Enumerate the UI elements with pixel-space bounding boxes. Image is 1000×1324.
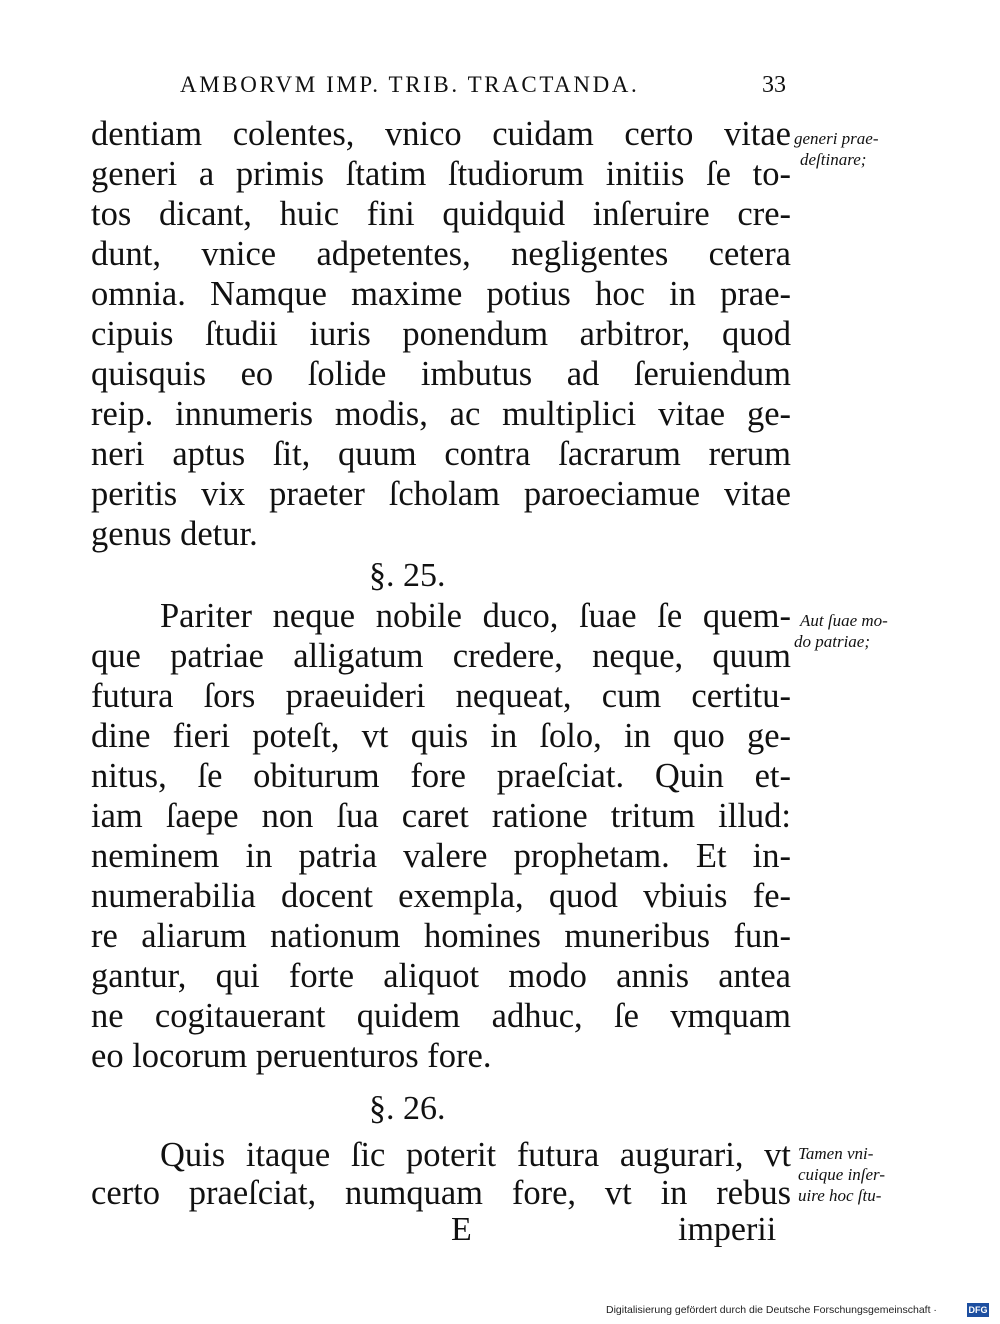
page-number: 33	[762, 72, 786, 98]
marginal-note-line: deſtinare;	[800, 150, 867, 169]
text-line: neri aptus ſit, quum contra ſacrarum rerum	[91, 435, 791, 473]
text-line: generi a primis ſtatim ſtudiorum initiis ſe to-	[91, 155, 791, 193]
text-line: Pariter neque nobile duco, ſuae ſe quem-	[160, 597, 791, 635]
marginal-note	[794, 610, 924, 652]
text-line: futura ſors praeuideri nequeat, cum certitu-	[91, 677, 791, 715]
text-line: neminem in patria valere prophetam. Et in-	[91, 837, 791, 875]
text-line: eo locorum peruenturos fore.	[91, 1037, 492, 1075]
text-line: dentiam colentes, vnico cuidam certo vitae	[91, 115, 791, 153]
marginal-note-line: uire hoc ſtu-	[798, 1186, 882, 1205]
text-line: omnia. Namque maxime potius hoc in prae-	[91, 275, 791, 313]
marginal-note-line: do patriae;	[794, 632, 871, 651]
text-line: ne cogitauerant quidem adhuc, ſe vmquam	[91, 997, 791, 1035]
section-heading: §. 25.	[369, 557, 446, 594]
text-line: que patriae alligatum credere, neque, quum	[91, 637, 791, 675]
running-head-title: AMBORVM IMP. TRIB. TRACTANDA.	[180, 72, 640, 97]
digitization-credit: Digitalisierung gefördert durch die Deutsche Forschungsgemeinschaft ·	[606, 1304, 937, 1316]
dfg-logo: DFG	[968, 1305, 988, 1315]
text-line: genus detur.	[91, 515, 258, 553]
marginal-note	[794, 1143, 924, 1206]
marginal-note	[794, 128, 924, 170]
marginal-note-line: Aut ſuae mo-	[800, 611, 888, 630]
marginal-note-line: generi prae-	[794, 129, 879, 148]
text-line: tos dicant, huic fini quidquid inſeruire cre-	[91, 195, 791, 233]
text-line: certo praeſciat, numquam fore, vt in rebus	[91, 1174, 791, 1212]
section-heading: §. 26.	[369, 1090, 446, 1127]
signature-mark: E	[451, 1211, 472, 1248]
text-line: numerabilia docent exempla, quod vbiuis fe-	[91, 877, 791, 915]
text-line: reip. innumeris modis, ac multiplici vitae ge-	[91, 395, 791, 433]
text-line: Quis itaque ſic poterit futura augurari, vt	[160, 1136, 791, 1174]
text-line: cipuis ſtudii iuris ponendum arbitror, quod	[91, 315, 791, 353]
text-line: re aliarum nationum homines muneribus fun-	[91, 917, 791, 955]
text-line: dine fieri poteſt, vt quis in ſolo, in quo ge-	[91, 717, 791, 755]
text-line: gantur, qui forte aliquot modo annis antea	[91, 957, 791, 995]
marginal-note-line: Tamen vni-	[798, 1144, 874, 1163]
text-line: iam ſaepe non ſua caret ratione tritum illud:	[91, 797, 791, 835]
text-line: peritis vix praeter ſcholam paroeciamue vitae	[91, 475, 791, 513]
marginal-note-line: cuique inſer-	[798, 1165, 885, 1184]
text-line: nitus, ſe obiturum fore praeſciat. Quin et-	[91, 757, 791, 795]
catchword: imperii	[678, 1211, 777, 1248]
running-head	[0, 72, 1000, 112]
text-line: quisquis eo ſolide imbutus ad ſeruiendum	[91, 355, 791, 393]
text-line: dunt, vnice adpetentes, negligentes cetera	[91, 235, 791, 273]
